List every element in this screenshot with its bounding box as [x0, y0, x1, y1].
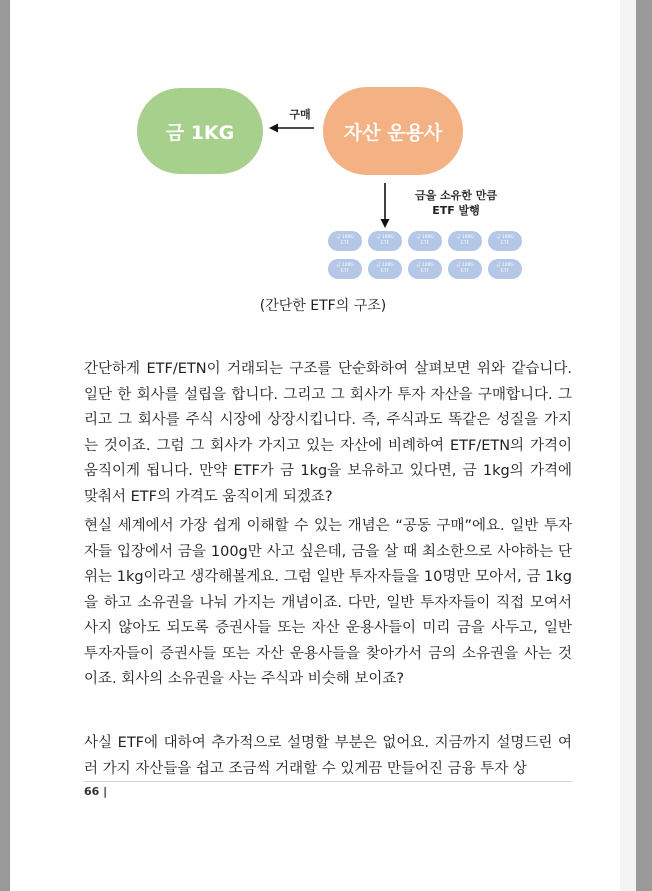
issue-label-line1: 금을 소유한 만큼: [414, 189, 498, 202]
gold-1kg-node: 금 1KG: [137, 88, 263, 174]
etf-token: 금 100G ETF: [448, 259, 482, 279]
paragraph-group-buying: 현실 세계에서 가장 쉽게 이해할 수 있는 개념은 “공동 구매”에요. 일반 투자자들 입장에서 금을 100g만 사고 싶은데, 금을 살 때 최소한으로 사야하는 단위는 1kg이라고 생각해볼게요. 그럼 일반 투자자들을 10명만 모아서, 금 1kg을 하고 소유권을 나눠 가지는 개념이죠. 다만, 일반 투자자들이 직접 모여서 사지 않아도 되도록 증권사들 또는 자산 운용사들이 미리 금을 사두고, 일반 투자자들이 증권사들 또는 자산 운용사들을 찾아가서 금의 소유권을 사는 것이죠. 회사의 소유권을 사는 주식과 비슷해 보이죠?: [84, 518, 572, 687]
page-number: 66 |: [84, 785, 108, 798]
footer-divider: [84, 781, 572, 782]
issue-label-line2: ETF 발행: [432, 204, 480, 217]
issue-etf-label: [396, 188, 516, 218]
etf-token: 금 100G ETF: [328, 231, 362, 251]
etf-token: 금 100G ETF: [488, 259, 522, 279]
etf-token: 금 100G ETF: [368, 259, 402, 279]
etf-token: 금 100G ETF: [488, 231, 522, 251]
etf-token-grid: [328, 231, 528, 279]
left-arrow-icon: [269, 124, 314, 133]
book-page: [10, 0, 636, 891]
paragraph-etf-summary: 사실 ETF에 대하여 추가적으로 설명할 부분은 없어요. 지금까지 설명드린 여러 가지 자산들을 쉽고 조금씩 거래할 수 있게끔 만들어진 금융 투자 상: [84, 735, 572, 777]
paragraph-etf-structure: 간단하게 ETF/ETN이 거래되는 구조를 단순화하여 살펴보면 위와 같습니다. 일단 한 회사를 설립을 합니다. 그리고 그 회사가 투자 자산을 구매합니다. 그리고 그 회사를 주식 시장에 상장시킵니다. 즉, 주식과도 똑같은 성질을 가지는 것이죠. 그럼 그 회사가 가지고 있는 자산에 비례하여 ETF/ETN의 가격이 움직이게 됩니다. 만약 ETF가 금 1kg을 보유하고 있다면, 금 1kg의 가격에 맞춰서 ETF의 가격도 움직이게 되겠죠?: [84, 361, 572, 505]
etf-token: 금 100G ETF: [408, 259, 442, 279]
buy-arrow-label: 구매: [289, 108, 311, 121]
etf-token: 금 100G ETF: [448, 231, 482, 251]
figure-caption: (간단한 ETF의 구조): [259, 298, 387, 314]
down-arrow-icon: [381, 183, 390, 228]
diagram-arrows: [10, 0, 636, 300]
asset-manager-node: 자산 운용사: [323, 87, 463, 175]
etf-token: 금 100G ETF: [328, 259, 362, 279]
page-edge: [620, 0, 636, 891]
etf-token: 금 100G ETF: [408, 231, 442, 251]
etf-token: 금 100G ETF: [368, 231, 402, 251]
